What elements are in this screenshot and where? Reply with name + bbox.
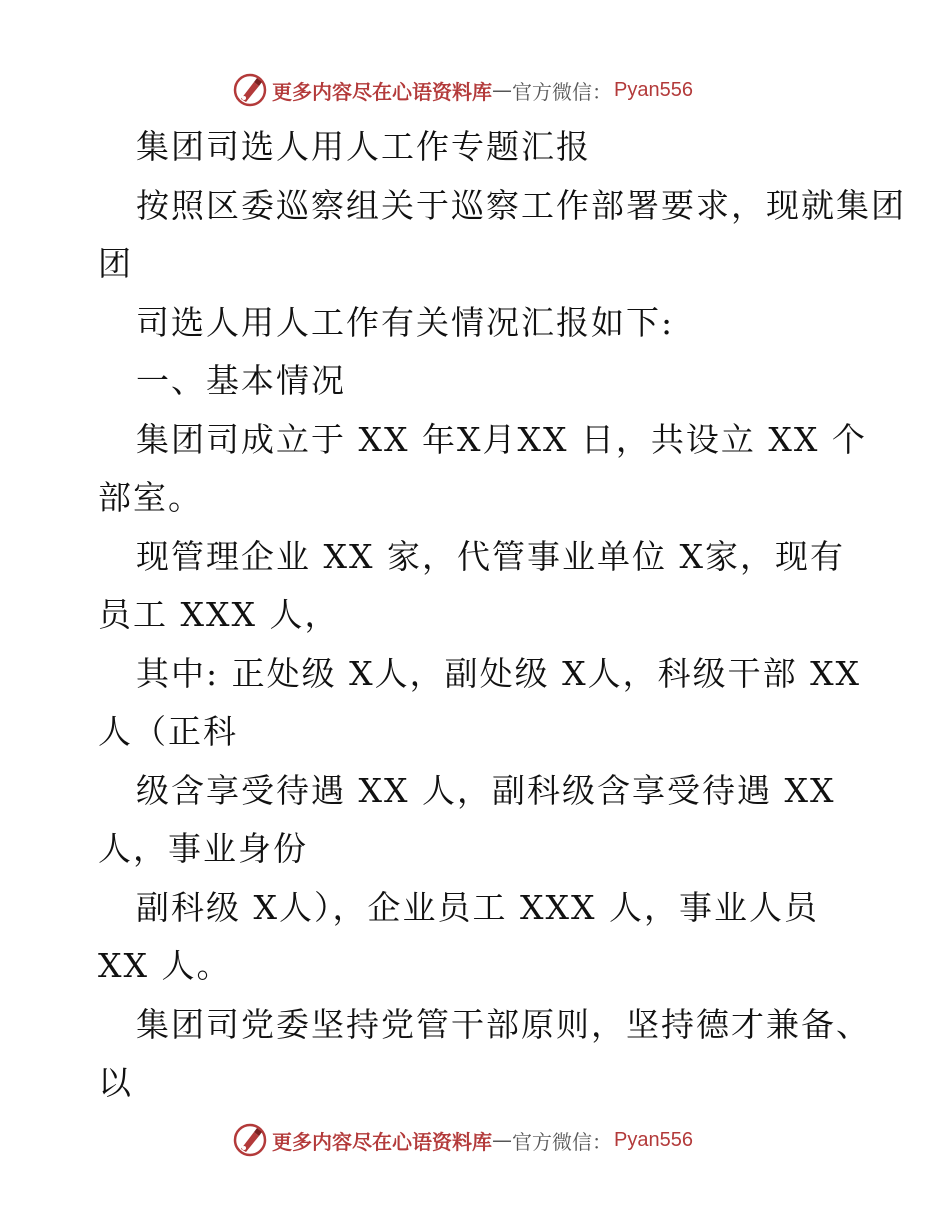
paragraph-line: 员工 XXX 人， xyxy=(98,595,340,634)
watermark-header xyxy=(232,70,693,110)
watermark-dash: — xyxy=(492,78,512,102)
paragraph-line: 其中: 正处级 X人，副处级 X人，科级干部 XX xyxy=(136,653,862,693)
paragraph-line: 现管理企业 XX 家，代管事业单位 X家，现有 xyxy=(136,536,845,576)
watermark-text: 更多内容尽在心语资料库 xyxy=(272,1129,492,1154)
paragraph-line: 以 xyxy=(98,1063,133,1102)
paragraph-line: 集团司成立于 XX 年X月XX 日，共设立 XX 个 xyxy=(136,419,867,459)
paragraph-line: XX 人。 xyxy=(98,946,232,985)
watermark-wechat-label: 官方微信： xyxy=(512,79,612,104)
pen-logo-icon xyxy=(232,72,268,108)
watermark-footer xyxy=(232,1120,693,1160)
paragraph-line: 集团司党委坚持党管干部原则，坚持德才兼备、 xyxy=(136,1004,871,1044)
paragraph-line: 按照区委巡察组关于巡察工作部署要求，现就集团 xyxy=(136,185,906,225)
paragraph-line: 团 xyxy=(98,244,133,283)
watermark-text: 更多内容尽在心语资料库 xyxy=(272,79,492,104)
paragraph-line: 副科级 X人），企业员工 XXX 人，事业人员 xyxy=(136,887,819,927)
paragraph-line: 人，事业身份 xyxy=(98,829,308,868)
paragraph-line: 部室。 xyxy=(98,478,203,517)
paragraph-line: 级含享受待遇 XX 人，副科级含享受待遇 XX xyxy=(136,770,836,810)
watermark-dash: — xyxy=(492,1128,512,1152)
paragraph-line: 司选人用人工作有关情况汇报如下: xyxy=(136,302,675,342)
watermark-wechat-id: Pyan556 xyxy=(614,1128,693,1151)
watermark-wechat-label: 官方微信： xyxy=(512,1129,612,1154)
document-body xyxy=(98,118,906,1113)
pen-logo-icon xyxy=(232,1122,268,1158)
document-title: 集团司选人用人工作专题汇报 xyxy=(136,127,591,166)
paragraph-line: 人（正科 xyxy=(98,712,238,751)
watermark-wechat-id: Pyan556 xyxy=(614,78,693,101)
section-heading: 一、基本情况 xyxy=(136,361,346,400)
